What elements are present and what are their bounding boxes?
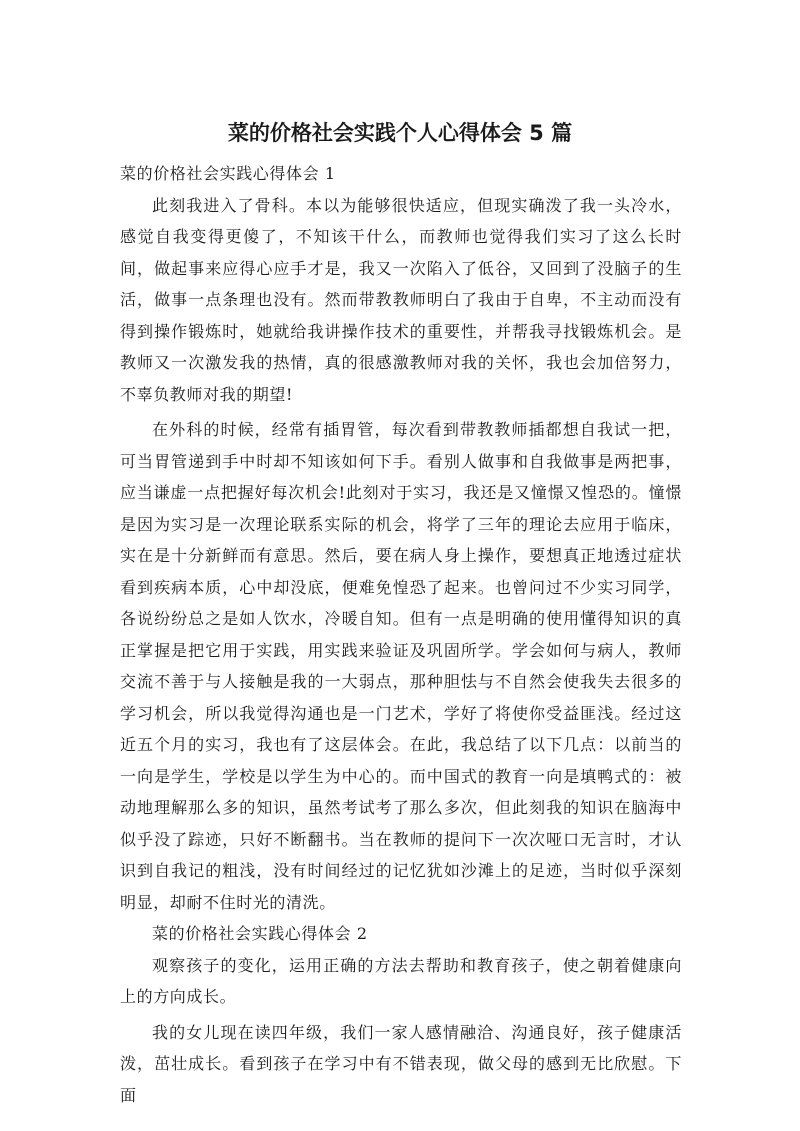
document-body — [120, 158, 682, 1111]
section-heading: 菜的价格社会实践心得体会 2 — [152, 924, 368, 943]
body-paragraph: 观察孩子的变化，运用正确的方法去帮助和教育孩子，使之朝着健康向上的方向成长。 — [120, 955, 682, 1006]
body-paragraph: 我的女儿现在读四年级，我们一家人感情融洽、沟通良好，孩子健康活泼，茁壮成长。看到孩子在学习中有不错表现，做父母的感到无比欣慰。下面 — [120, 1022, 682, 1105]
section-heading: 菜的价格社会实践心得体会 1 — [120, 164, 336, 183]
document-title: 菜的价格社会实践个人心得体会 5 篇 — [227, 121, 573, 145]
body-paragraph: 在外科的时候，经常有插胃管，每次看到带教教师插都想自我试一把，可当胃管递到手中时却不知该如何下手。看别人做事和自我做事是两把事，应当谦虚一点把握好每次机会!此刻对于实习，我还是又憧憬又惶恐的。憧憬是因为实习是一次理论联系实际的机会，将学了三年的理论去应用于临床，实在是十分新鲜而有意思。然后，要在病人身上操作，要想真正地透过症状看到疾病本质，心中却没底，便难免惶恐了起来。也曾问过不少实习同学，各说纷纷总之是如人饮水，冷暖自知。但有一点是明确的使用懂得知识的真正掌握是把它用于实践，用实践来验证及巩固所学。学会如何与病人，教师交流不善于与人接触是我的一大弱点，那种胆怯与不自然会使我失去很多的学习机会，所以我觉得沟通也是一门艺术，学好了将使你受益匪浅。经过这近五个月的实习，我也有了这层体会。在此，我总结了以下几点：以前当的一向是学生，学校是以学生为中心的。而中国式的教育一向是填鸭式的：被动地理解那么多的知识，虽然考试考了那么多次，但此刻我的知识在脑海中似乎没了踪迹，只好不断翻书。当在教师的提问下一次次哑口无言时，才认识到自我记的粗浅，没有时间经过的记忆犹如沙滩上的足迹，当时似乎深刻明显，却耐不住时光的清洗。 — [120, 420, 682, 912]
body-paragraph: 此刻我进入了骨科。本以为能够很快适应，但现实确泼了我一头冷水，感觉自我变得更傻了，不知该干什么，而教师也觉得我们实习了这么长时间，做起事来应得心应手才是，我又一次陷入了低谷，又回到了没脑子的生活，做事一点条理也没有。然而带教教师明白了我由于自卑，不主动而没有得到操作锻炼时，她就给我讲操作技术的重要性，并帮我寻找锻炼机会。是教师又一次激发我的热情，真的很感激教师对我的关怀，我也会加倍努力，不辜负教师对我的期望! — [120, 195, 682, 404]
